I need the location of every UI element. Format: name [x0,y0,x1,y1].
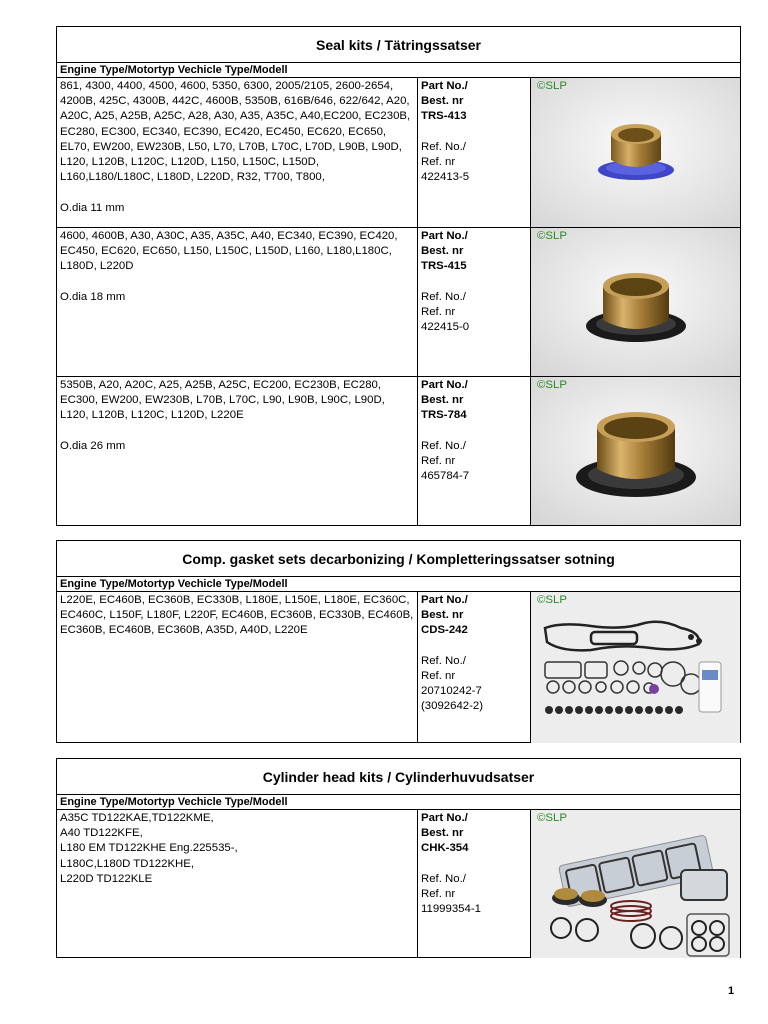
ref-label-swedish: Ref. nr [421,156,456,168]
outer-diameter: O.dia 18 mm [60,290,126,303]
part-number-cell [418,78,531,227]
ref-number-alt: (3092642-2) [421,700,484,713]
part-number-cell [418,377,531,525]
part-number-cell [418,228,531,376]
part-number: TRS-415 [421,260,467,273]
ref-number: 20710242-7 [421,685,482,698]
section-title: Cylinder head kits / Cylinderhuvudsatser [57,759,740,795]
table-row [57,78,740,228]
part-label-swedish: Best. nr [421,394,464,407]
part-number: CDS-242 [421,624,468,637]
product-image [531,78,740,227]
part-label: Part No./ [421,230,468,242]
product-image [531,810,740,958]
column-header: Engine Type/Motortyp Vechicle Type/Modell [57,795,740,810]
applications-text: 861, 4300, 4400, 4500, 4600, 5350, 6300, 2005/2105, 2600-2654, 4200B, 425C, 4300B, 442C, 4600B, 5350B, 616B/646, 622/642, A20, A20C, A25, A25B, A25C, A28, A30, A35, A35C, A40,EC200, EC230B, EC280, EC300, EC340, EC390, EC420, EC450, EC620, EC650, EL70, EW200, EW230B, L50, L70, L70B, L70C, L70D, L90B, L90D, L120, L120B, L120C, L120D, L150, L150C, L150D, L160,L180/L180C, L180D, L220D, R32, T700, T800, [60,80,411,184]
ref-label: Ref. No./ [421,872,466,885]
outer-diameter: O.dia 11 mm [60,201,125,214]
cylinder-head-kit-icon [531,810,740,958]
product-image [531,228,740,376]
applications-cell [57,78,418,227]
table-row [57,377,740,525]
ref-number: 11999354-1 [421,903,481,916]
applications-cell [57,810,418,958]
applications-cell [57,377,418,525]
outer-diameter: O.dia 26 mm [60,439,126,452]
applications-text: 4600, 4600B, A30, A30C, A35, A35C, A40, EC340, EC390, EC420, EC450, EC620, EC650, L150, L150C, L150D, L160, L180,L180C, L180D, L220D [60,230,398,273]
table-row [57,228,740,377]
product-image [531,377,740,525]
copyright-label: ©SLP [537,230,567,242]
part-label-swedish: Best. nr [421,245,464,258]
page-number: 1 [728,985,735,997]
column-header: Engine Type/Motortyp Vechicle Type/Modell [57,63,740,78]
part-number-cell [418,810,531,958]
part-number: TRS-784 [421,409,467,422]
ref-label: Ref. No./ [421,654,466,667]
product-image [531,592,740,743]
gasket-set-icon [531,592,740,743]
ref-number: 422415-0 [421,321,470,334]
part-number-cell [418,592,531,743]
gasket-sets-section [56,540,741,743]
cylinder-head-kits-section [56,758,741,958]
copyright-label: ©SLP [537,594,567,606]
seal-kits-section [56,26,741,526]
part-label: Part No./ [421,80,468,92]
applications-cell [57,592,418,743]
bronze-bushing-black-seal-icon [531,228,740,376]
part-label: Part No./ [421,812,468,824]
copyright-label: ©SLP [537,812,567,824]
part-label-swedish: Best. nr [421,609,464,622]
ref-label-swedish: Ref. nr [421,670,456,682]
table-row [57,810,740,958]
applications-text: A35C TD122KAE,TD122KME, A40 TD122KFE, L180 EM TD122KHE Eng.225535-, L180C,L180D TD122KHE, L220D TD122KLE [60,812,238,885]
applications-cell [57,228,418,376]
applications-text: 5350B, A20, A20C, A25, A25B, A25C, EC200, EC230B, EC280, EC300, EW200, EW230B, L70B, L70C, L90, L90B, L90C, L90D, L120, L120B, L120C, L120D, L220E [60,379,385,422]
ref-label: Ref. No./ [421,439,466,452]
part-label-swedish: Best. nr [421,95,464,108]
copyright-label: ©SLP [537,80,567,92]
ref-label: Ref. No./ [421,290,466,303]
copyright-label: ©SLP [537,379,567,391]
part-number: CHK-354 [421,842,469,855]
part-label: Part No./ [421,594,468,606]
section-title: Comp. gasket sets decarbonizing / Kompletteringssatser sotning [57,541,740,577]
ref-label: Ref. No./ [421,140,466,153]
ref-label-swedish: Ref. nr [421,455,456,467]
part-label: Part No./ [421,379,468,391]
bronze-bushing-blue-seal-icon [531,78,740,227]
ref-number: 422413-5 [421,171,470,184]
table-row [57,592,740,743]
ref-label-swedish: Ref. nr [421,306,456,318]
column-header: Engine Type/Motortyp Vechicle Type/Modell [57,577,740,592]
ref-label-swedish: Ref. nr [421,888,456,900]
ref-number: 465784-7 [421,470,470,483]
applications-text: L220E, EC460B, EC360B, EC330B, L180E, L150E, L180E, EC360C, EC460C, L150F, L180F, L220F, EC460B, EC360B, EC330B, EC460B, EC360B, EC460B, EC360B, A35D, A40D, L220E [60,594,414,637]
section-title: Seal kits / Tätringssatser [57,27,740,63]
bronze-bushing-black-seal-large-icon [531,377,740,525]
part-label-swedish: Best. nr [421,827,464,840]
part-number: TRS-413 [421,110,467,123]
